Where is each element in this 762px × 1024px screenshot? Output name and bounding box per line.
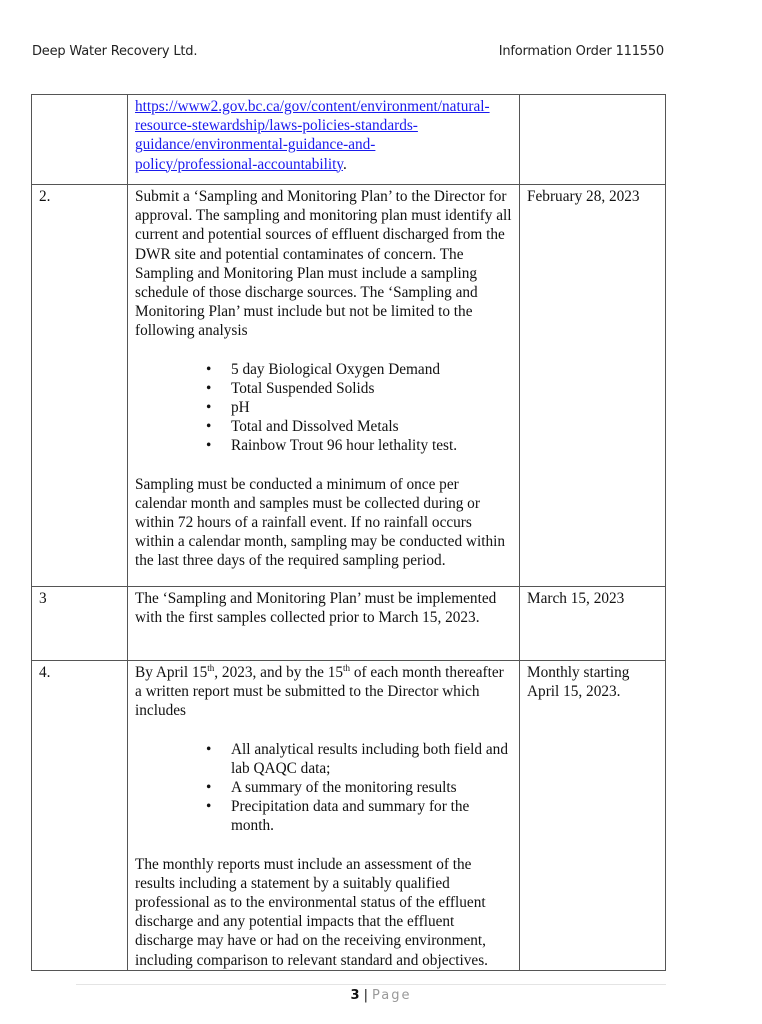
page-number: 3 (350, 988, 360, 1003)
page-footer (0, 988, 762, 1003)
requirement-intro: By April 15th, 2023, and by the 15th of each month thereafter a written report must be submitted to the Director which includes (135, 663, 504, 720)
header-company: Deep Water Recovery Ltd. (32, 44, 198, 59)
report-contents-list (135, 740, 512, 836)
list-item: • pH (231, 398, 512, 417)
row-due-date (520, 95, 666, 185)
list-item: • A summary of the monitoring results (231, 778, 512, 797)
footer-divider (76, 984, 666, 985)
list-item: • Rainbow Trout 96 hour lethality test. (231, 436, 512, 455)
table-row (32, 95, 666, 185)
row-number: 4. (32, 661, 128, 971)
row-requirement (128, 661, 520, 971)
requirement-intro: Submit a ‘Sampling and Monitoring Plan’ to the Director for approval. The sampling and monitoring plan must identify all current and potential sources of effluent discharged from the DWR site and potential contaminates of concern. The Sampling and Monitoring Plan must include a sampling schedule of those discharge sources. The ‘Sampling and Monitoring Plan’ must include but not be limited to the following analysis (135, 188, 512, 340)
requirement-outro: The monthly reports must include an assessment of the results including a statement by a suitably qualified professional as to the environmental status of the effluent discharge and any potential impacts that the effluent discharge may have or had on the receiving environment, including comparison to relevant standard and objectives. (135, 855, 489, 969)
analysis-list (135, 360, 512, 456)
row-due-date: March 15, 2023 (520, 587, 666, 661)
requirements-table (31, 94, 666, 971)
table-row (32, 587, 666, 661)
table-row (32, 185, 666, 587)
row-number: 3 (32, 587, 128, 661)
requirement-outro: Sampling must be conducted a minimum of once per calendar month and samples must be collected during or within 72 hours of a rainfall event. If no rainfall occurs within a calendar month, sampling may be conducted within the last three days of the required sampling period. (135, 475, 506, 570)
table-row (32, 661, 666, 971)
page-header (32, 44, 664, 64)
list-item: • Total and Dissolved Metals (231, 417, 512, 436)
page-label: Page (371, 988, 412, 1003)
row-due-date: Monthly starting April 15, 2023. (520, 661, 666, 971)
list-item: • All analytical results including both field and lab QAQC data; (231, 740, 512, 778)
header-order-number: Information Order 111550 (498, 44, 664, 59)
footer-separator: | (363, 988, 368, 1003)
row-number (32, 95, 128, 185)
row-requirement: The ‘Sampling and Monitoring Plan’ must be implemented with the first samples collected prior to March 15, 2023. (128, 587, 520, 661)
row-requirement (128, 185, 520, 587)
list-item: • Total Suspended Solids (231, 379, 512, 398)
row-requirement: https://www2.gov.bc.ca/gov/content/environment/natural- resource-stewardship/laws-policies-standards- guidance/environmental-guidance-and- policy/professional-accountability. (128, 95, 520, 185)
list-item: • Precipitation data and summary for the month. (231, 797, 512, 835)
row-number: 2. (32, 185, 128, 587)
row-due-date: February 28, 2023 (520, 185, 666, 587)
list-item: • 5 day Biological Oxygen Demand (231, 360, 512, 379)
professional-accountability-link[interactable]: https://www2.gov.bc.ca/gov/content/environment/natural- resource-stewardship/laws-policies-standards- guidance/environmental-guidance-and- policy/professional-accountability (135, 98, 490, 173)
